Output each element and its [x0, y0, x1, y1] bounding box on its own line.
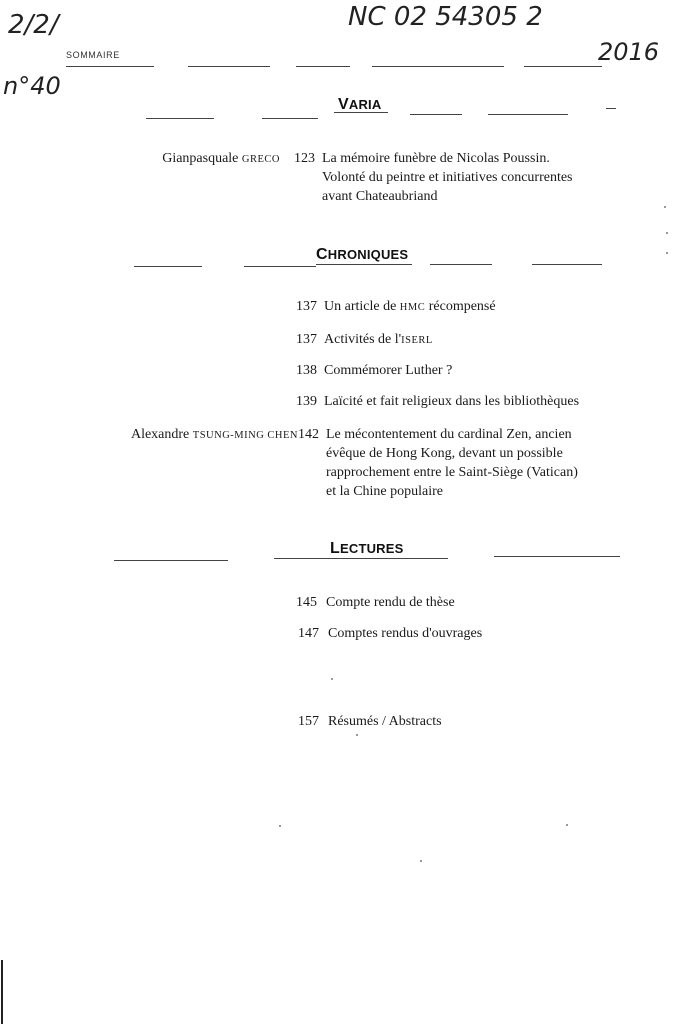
section-rule	[606, 108, 616, 109]
section-rule	[494, 556, 620, 557]
section-rule	[334, 112, 388, 113]
section-rule	[262, 118, 318, 119]
page-number: 137	[296, 332, 317, 347]
handwritten-call-number: NC 02 54305 2	[348, 2, 543, 32]
scan-speck	[279, 825, 281, 827]
page-number: 139	[296, 394, 317, 409]
entry-title-line: avant Chateaubriand	[322, 189, 438, 204]
section-rule	[244, 266, 316, 267]
entry-title-text: récompensé	[425, 299, 496, 314]
section-rule	[532, 264, 602, 265]
entry-title-line: La mémoire funèbre de Nicolas Poussin.	[322, 151, 550, 166]
section-rule	[410, 114, 462, 115]
page-number: 137	[296, 299, 317, 314]
scan-speck	[566, 824, 568, 826]
entry-title: Compte rendu de thèse	[326, 595, 455, 610]
section-rule	[134, 266, 202, 267]
scan-speck	[666, 232, 668, 234]
header-rule	[188, 66, 270, 67]
page-number: 138	[296, 363, 317, 378]
scan-speck	[420, 860, 422, 862]
entry-title	[324, 297, 496, 318]
section-rule	[114, 560, 228, 561]
section-rule	[274, 558, 448, 559]
entry-title	[324, 330, 433, 351]
page-number: 157	[298, 714, 319, 729]
author-last-name: TSUNG-MING CHEN	[192, 430, 298, 441]
scan-speck	[331, 678, 333, 680]
section-rule	[488, 114, 568, 115]
section-heading-lectures	[330, 540, 404, 558]
header-rule	[524, 66, 602, 67]
section-rule	[430, 264, 492, 265]
author-first-name: Gianpasquale	[162, 151, 239, 166]
entry-title-text: Activités de l'	[324, 332, 402, 347]
section-rule	[316, 264, 412, 265]
handwritten-year: 2016	[598, 38, 660, 66]
entry-title-line: évêque de Hong Kong, devant un possible	[326, 446, 563, 461]
author	[80, 425, 298, 446]
page-number: 147	[298, 626, 319, 641]
author-first-name: Alexandre	[130, 427, 190, 442]
header-rule	[372, 66, 504, 67]
entry-title-line: Volonté du peintre et initiatives concurrentes	[322, 170, 573, 185]
running-title: SOMMAIRE	[66, 50, 120, 60]
section-heading-chroniques	[316, 246, 408, 264]
entry-title-acronym: HMC	[399, 302, 426, 313]
section-rule	[146, 118, 214, 119]
section-initial: C	[316, 246, 328, 263]
handwritten-issue-number: n°40	[3, 72, 61, 100]
entry-title-acronym: ISERL	[401, 335, 433, 346]
header-rule	[296, 66, 350, 67]
entry-title: Résumés / Abstracts	[328, 714, 442, 729]
header-rule	[66, 66, 154, 67]
entry-title-line: Le mécontentement du cardinal Zen, ancien	[326, 427, 572, 442]
scan-speck	[356, 734, 358, 736]
page-number: 142	[298, 427, 319, 442]
entry-title: Laïcité et fait religieux dans les bibliothèques	[324, 394, 580, 409]
section-initial: V	[338, 96, 349, 113]
section-rest: ARIA	[348, 97, 382, 112]
scan-edge-mark	[1, 960, 3, 1024]
entry-title: Comptes rendus d'ouvrages	[328, 626, 483, 641]
author-last-name: GRECO	[241, 154, 280, 165]
scan-speck	[666, 252, 668, 254]
scan-speck	[664, 206, 666, 208]
page-number: 145	[296, 595, 317, 610]
section-rest: HRONIQUES	[327, 247, 409, 262]
entry-title-line: rapprochement entre le Saint-Siège (Vatican)	[326, 465, 578, 480]
author	[100, 149, 280, 170]
page-number: 123	[294, 151, 315, 166]
entry-title-line: et la Chine populaire	[326, 484, 444, 499]
section-rest: ECTURES	[339, 541, 404, 556]
section-initial: L	[330, 540, 340, 557]
handwritten-top-left: 2/2/	[8, 10, 59, 40]
entry-title: Commémorer Luther ?	[324, 363, 453, 378]
entry-title-text: Un article de	[324, 299, 400, 314]
